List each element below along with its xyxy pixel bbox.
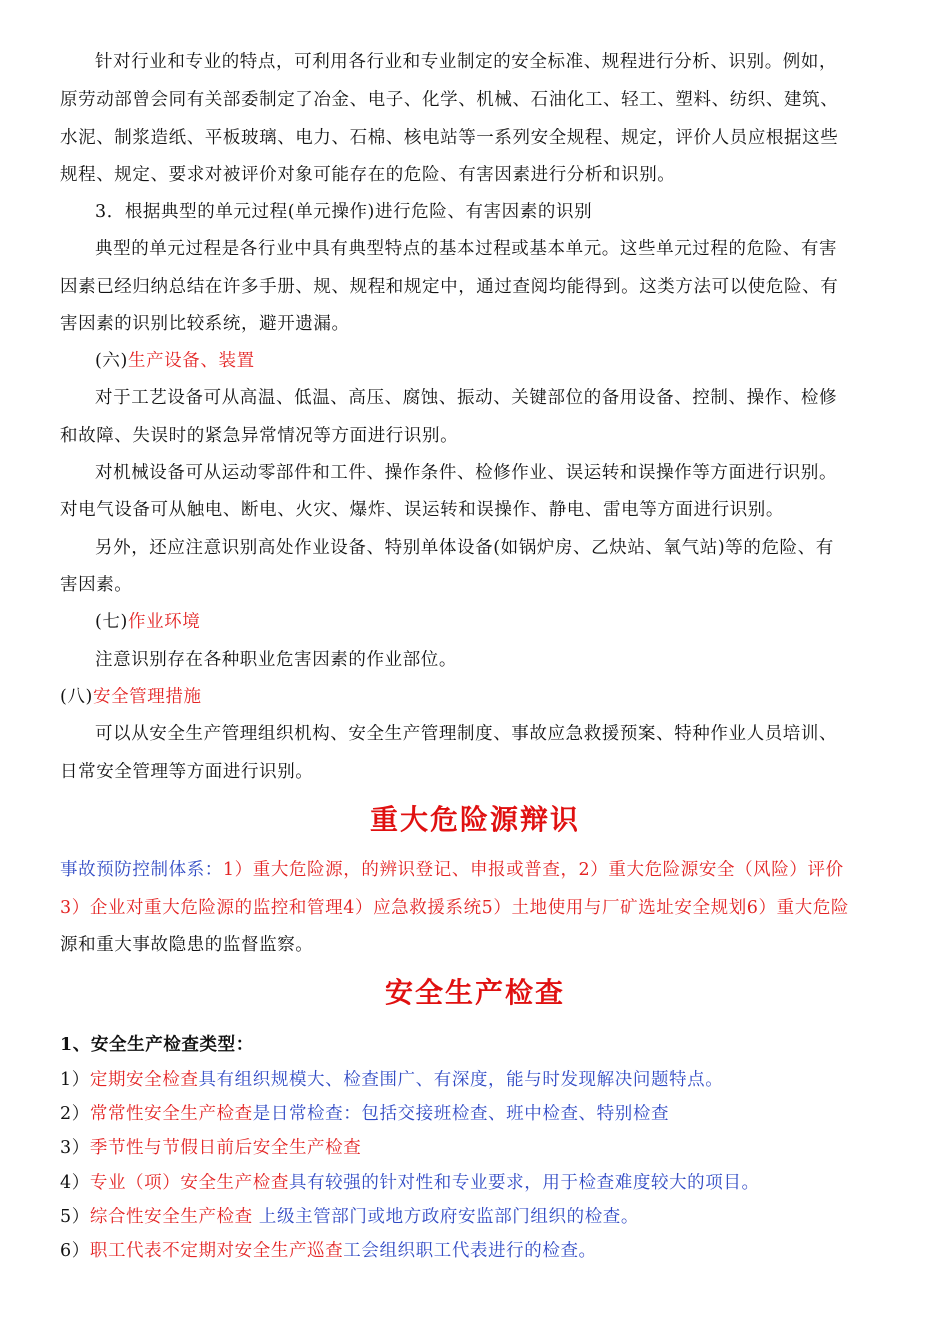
section-number: (六) <box>95 351 128 371</box>
subheading: 3．根据典型的单元过程(单元操作)进行危险、有害因素的识别 <box>95 202 593 222</box>
accident-line-1 <box>60 858 896 882</box>
item-number: 6） <box>60 1241 90 1261</box>
accident-line-3: 源和重大事故隐患的监督监察。 <box>60 935 314 955</box>
section-title: 生产设备、装置 <box>127 351 255 371</box>
item-number: 3） <box>60 1138 90 1158</box>
paragraph-line: 害因素。 <box>60 575 133 595</box>
item-desc: 是日常检查：包括交接班检查、班中检查、特别检查 <box>252 1104 670 1124</box>
list-item <box>60 1205 896 1229</box>
item-number: 2） <box>60 1104 90 1124</box>
section-heading-8 <box>60 685 896 709</box>
paragraph-line: 另外，还应注意识别高处作业设备、特别单体设备(如锅炉房、乙炔站、氧气站)等的危险、有 <box>95 538 834 558</box>
paragraph-line: 可以从安全生产管理组织机构、安全生产管理制度、事故应急救援预案、特种作业人员培训、 <box>95 724 838 744</box>
paragraph-line: 原劳动部曾会同有关部委制定了冶金、电子、化学、机械、石油化工、轻工、塑料、纺织、建筑、 <box>60 90 839 110</box>
list-item <box>60 1171 896 1195</box>
item-name: 定期安全检查 <box>89 1070 199 1090</box>
paragraph-line: 害因素的识别比较系统，避开遗漏。 <box>60 314 350 334</box>
accident-line-2: 3）企业对重大危险源的监控和管理4）应急救援系统5）土地使用与厂矿选址安全规划6）重大危险 <box>60 898 850 918</box>
paragraph-line: 水泥、制浆造纸、平板玻璃、电力、石棉、核电站等一系列安全规程、规定，评价人员应根据这些 <box>60 128 839 148</box>
accident-text: 1）重大危险源，的辨识登记、申报或普查，2）重大危险源安全（风险）评价 <box>222 860 844 880</box>
item-name: 季节性与节假日前后安全生产检查 <box>89 1138 362 1158</box>
paragraph-line: 针对行业和专业的特点，可利用各行业和专业制定的安全标准、规程进行分析、识别。例如， <box>95 52 838 72</box>
paragraph-line: 因素已经归纳总结在许多手册、规、规程和规定中，通过查阅均能得到。这类方法可以使危险、有 <box>60 277 839 297</box>
section-title: 作业环境 <box>127 612 201 632</box>
list-item <box>60 1239 896 1263</box>
item-name: 职工代表不定期对安全生产巡查 <box>89 1241 344 1261</box>
paragraph-line: 注意识别存在各种职业危害因素的作业部位。 <box>95 650 457 670</box>
paragraph-line: 和故障、失误时的紧急异常情况等方面进行识别。 <box>60 426 459 446</box>
item-desc: 上级主管部门或地方政府安监部门组织的检查。 <box>252 1207 640 1227</box>
paragraph-line: 规程、规定、要求对被评价对象可能存在的危险、有害因素进行分析和识别。 <box>60 165 676 185</box>
paragraph-line: 典型的单元过程是各行业中具有典型特点的基本过程或基本单元。这些单元过程的危险、有害 <box>95 239 838 259</box>
item-number: 1） <box>60 1070 90 1090</box>
page-title-safety-inspection: 安全生产检查 <box>384 976 565 1009</box>
list-item <box>60 1136 896 1160</box>
section-heading-6 <box>95 349 895 373</box>
item-desc: 具有组织规模大、检查围广、有深度，能与时发现解决问题特点。 <box>198 1070 724 1090</box>
inspection-heading <box>60 1033 896 1057</box>
accident-label: 事故预防控制体系： <box>60 860 223 880</box>
heading-number: 1、 <box>60 1035 91 1055</box>
item-desc: 工会组织职工代表进行的检查。 <box>343 1241 597 1261</box>
section-number: (七) <box>95 612 128 632</box>
heading-text: 安全生产检查类型： <box>90 1035 254 1055</box>
paragraph-line: 对于工艺设备可从高温、低温、高压、腐蚀、振动、关键部位的备用设备、控制、操作、检修 <box>95 388 838 408</box>
section-heading-7 <box>95 610 895 634</box>
paragraph-line: 对电气设备可从触电、断电、火灾、爆炸、误运转和误操作、静电、雷电等方面进行识别。 <box>60 500 784 520</box>
page-title-major-hazard: 重大危险源辩识 <box>369 803 580 836</box>
item-name: 综合性安全生产检查 <box>89 1207 253 1227</box>
item-desc: 具有较强的针对性和专业要求，用于检查难度较大的项目。 <box>288 1173 760 1193</box>
list-item <box>60 1102 896 1126</box>
paragraph-line: 对机械设备可从运动零部件和工件、操作条件、检修作业、误运转和误操作等方面进行识别。 <box>95 463 838 483</box>
item-number: 5） <box>60 1207 90 1227</box>
item-name: 常常性安全生产检查 <box>89 1104 253 1124</box>
section-title: 安全管理措施 <box>92 687 202 707</box>
paragraph-line: 日常安全管理等方面进行识别。 <box>60 762 314 782</box>
section-number: (八) <box>60 687 93 707</box>
item-number: 4） <box>60 1173 90 1193</box>
item-name: 专业（项）安全生产检查 <box>89 1173 289 1193</box>
list-item <box>60 1068 896 1092</box>
